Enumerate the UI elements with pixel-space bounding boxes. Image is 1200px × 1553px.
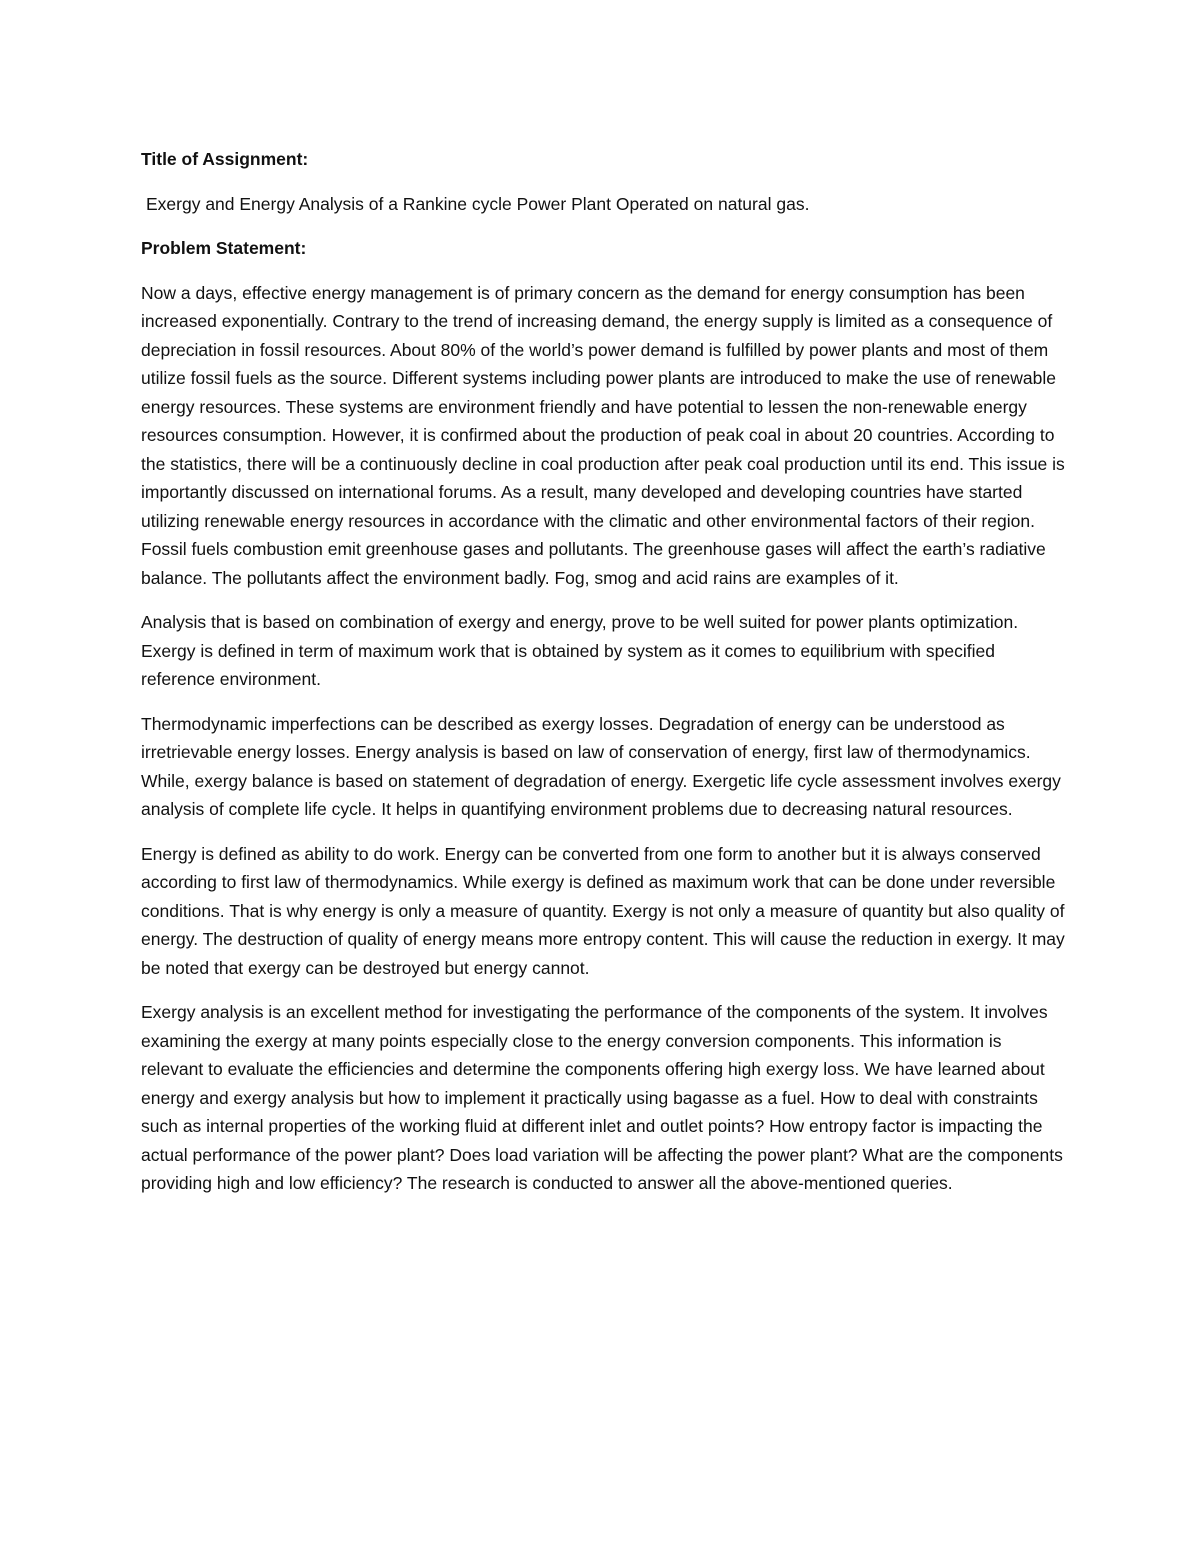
- title-heading: Title of Assignment:: [141, 149, 309, 169]
- paragraph-exergy-analysis: Exergy analysis is an excellent method for investigating the performance of the components of the system. It involves examining the exergy at many points especially close to the energy conversion components. This information is relevant to evaluate the efficiencies and determine the components offering high exergy loss. We have learned about energy and exergy analysis but how to implement it practically using bagasse as a fuel. How to deal with constraints such as internal properties of the working fluid at different inlet and outlet points? How entropy factor is impacting the actual performance of the power plant? Does load variation will be affecting the power plant? What are the components providing high and low efficiency? The research is conducted to answer all the above-mentioned queries.: [141, 1002, 1063, 1193]
- paragraph-energy-management: Now a days, effective energy management is of primary concern as the demand for energy consumption has been increased exponentially. Contrary to the trend of increasing demand, the energy supply is limited as a consequence of depreciation in fossil resources. About 80% of the world’s power demand is fulfilled by power plants and most of them utilize fossil fuels as the source. Different systems including power plants are introduced to make the use of renewable energy resources. These systems are environment friendly and have potential to lessen the non-renewable energy resources consumption. However, it is confirmed about the production of peak coal in about 20 countries. According to the statistics, there will be a continuously decline in coal production after peak coal production until its end. This issue is importantly discussed on international forums. As a result, many developed and developing countries have started utilizing renewable energy resources in accordance with the climatic and other environmental factors of their region. Fossil fuels combustion emit greenhouse gases and pollutants. The greenhouse gases will affect the earth’s radiative balance. The pollutants affect the environment badly. Fog, smog and acid rains are examples of it.: [141, 282, 1065, 588]
- assignment-title: Exergy and Energy Analysis of a Rankine cycle Power Plant Operated on natural gas.: [146, 193, 810, 214]
- paragraph-exergy-definition: Analysis that is based on combination of exergy and energy, prove to be well suited for power plants optimization. Exergy is defined in term of maximum work that is obtained by system as it comes to equilibrium with specified reference environment.: [141, 612, 1019, 689]
- paragraph-thermodynamic-imperfections: Thermodynamic imperfections can be described as exergy losses. Degradation of energy can be understood as irretrievable energy losses. Energy analysis is based on law of conservation of energy, first law of thermodynamics. While, exergy balance is based on statement of degradation of energy. Exergetic life cycle assessment involves exergy analysis of complete life cycle. It helps in quantifying environment problems due to decreasing natural resources.: [141, 713, 1061, 819]
- paragraph-energy-definition: Energy is defined as ability to do work. Energy can be converted from one form to another but it is always conserved according to first law of thermodynamics. While exergy is defined as maximum work that can be done under reversible conditions. That is why energy is only a measure of quantity. Exergy is not only a measure of quantity but also quality of energy. The destruction of quality of energy means more entropy content. This will cause the reduction in exergy. It may be noted that exergy can be destroyed but energy cannot.: [141, 843, 1065, 978]
- document-page: [141, 145, 1066, 1214]
- problem-statement-heading: Problem Statement:: [141, 238, 307, 258]
